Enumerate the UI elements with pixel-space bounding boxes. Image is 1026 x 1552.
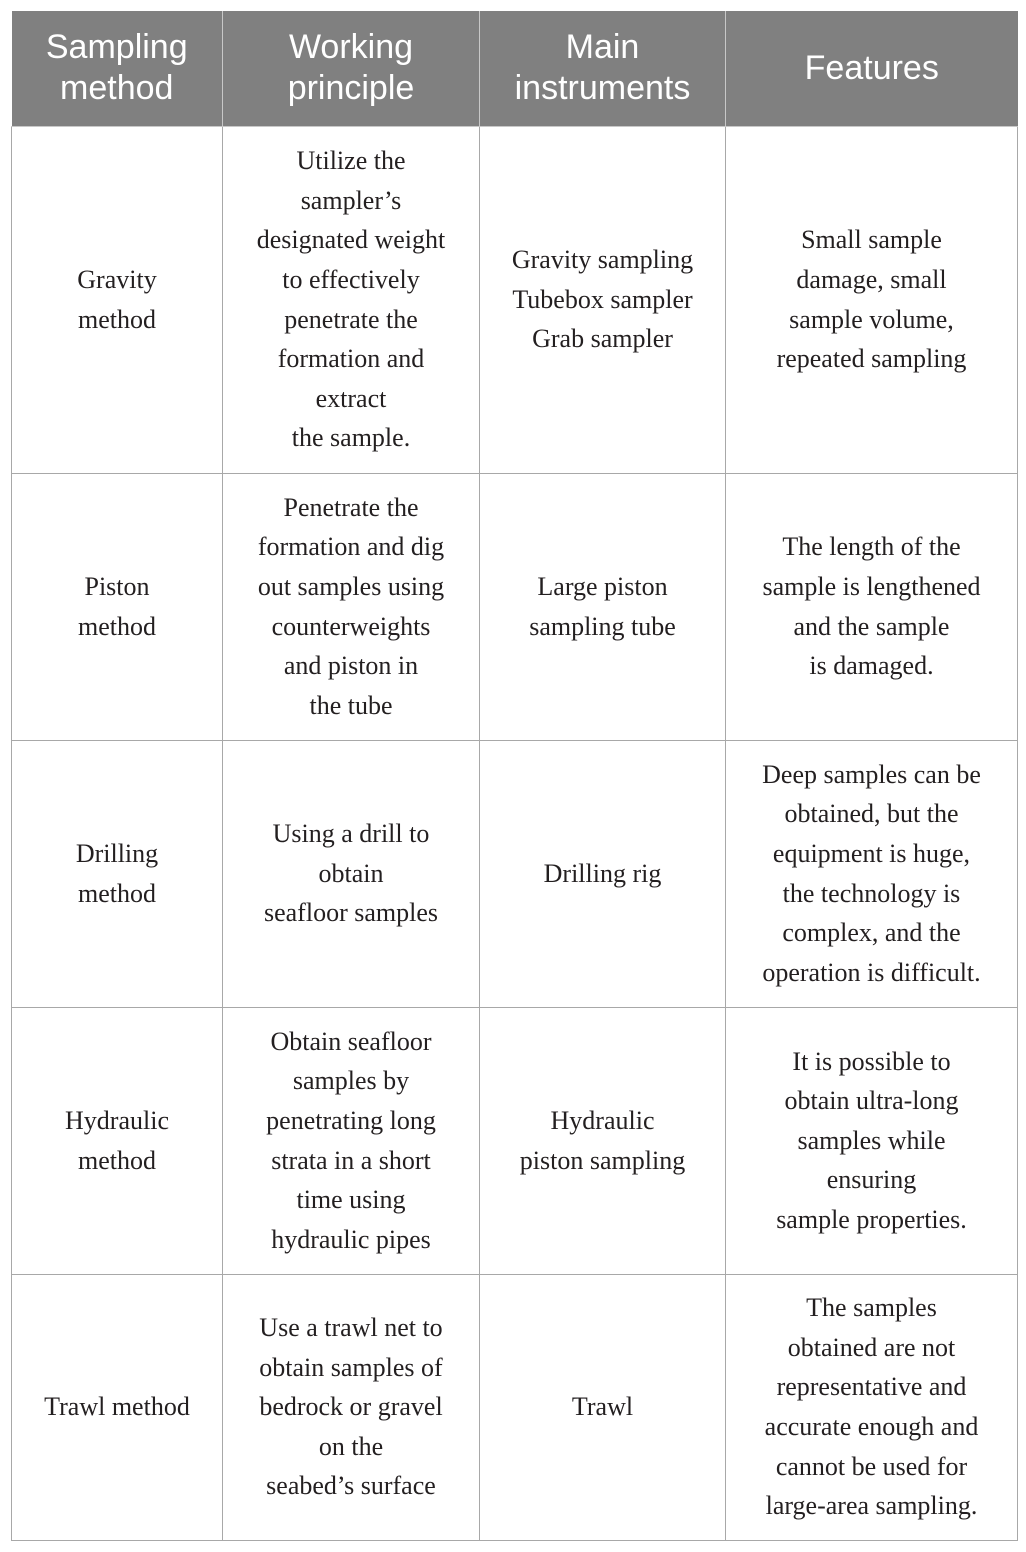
cell-method: Gravity method [12, 126, 223, 473]
table-body [12, 126, 1018, 1540]
cell-method: Hydraulic method [12, 1007, 223, 1274]
cell-principle: Utilize the sampler’s designated weight to effectively penetrate the formation and extract the sample. [223, 126, 480, 473]
cell-features: The samples obtained are not representative and accurate enough and cannot be used for large-area sampling. [726, 1274, 1018, 1540]
cell-features: Small sample damage, small sample volume, repeated sampling [726, 126, 1018, 473]
cell-principle: Penetrate the formation and dig out samples using counterweights and piston in the tube [223, 473, 480, 740]
header-main-instruments: Main instruments [480, 11, 726, 126]
cell-principle: Using a drill to obtain seafloor samples [223, 740, 480, 1007]
table-row-hydraulic [12, 1007, 1018, 1274]
header-features: Features [726, 11, 1018, 126]
header-sampling-method: Sampling method [12, 11, 223, 126]
table-row-trawl [12, 1274, 1018, 1540]
table-row-drilling [12, 740, 1018, 1007]
cell-features: Deep samples can be obtained, but the equipment is huge, the technology is complex, and the operation is difficult. [726, 740, 1018, 1007]
table-header [12, 11, 1018, 126]
cell-method: Trawl method [12, 1274, 223, 1540]
header-working-principle: Working principle [223, 11, 480, 126]
cell-principle: Obtain seafloor samples by penetrating long strata in a short time using hydraulic pipes [223, 1007, 480, 1274]
cell-features: It is possible to obtain ultra-long samples while ensuring sample properties. [726, 1007, 1018, 1274]
header-row [12, 11, 1018, 126]
cell-method: Piston method [12, 473, 223, 740]
cell-instruments: Large piston sampling tube [480, 473, 726, 740]
cell-instruments: Gravity sampling Tubebox sampler Grab sampler [480, 126, 726, 473]
cell-principle: Use a trawl net to obtain samples of bedrock or gravel on the seabed’s surface [223, 1274, 480, 1540]
table-row-piston [12, 473, 1018, 740]
cell-instruments: Drilling rig [480, 740, 726, 1007]
table-row-gravity [12, 126, 1018, 473]
cell-instruments: Trawl [480, 1274, 726, 1540]
cell-instruments: Hydraulic piston sampling [480, 1007, 726, 1274]
sampling-methods-table [11, 11, 1018, 1541]
cell-method: Drilling method [12, 740, 223, 1007]
cell-features: The length of the sample is lengthened and the sample is damaged. [726, 473, 1018, 740]
